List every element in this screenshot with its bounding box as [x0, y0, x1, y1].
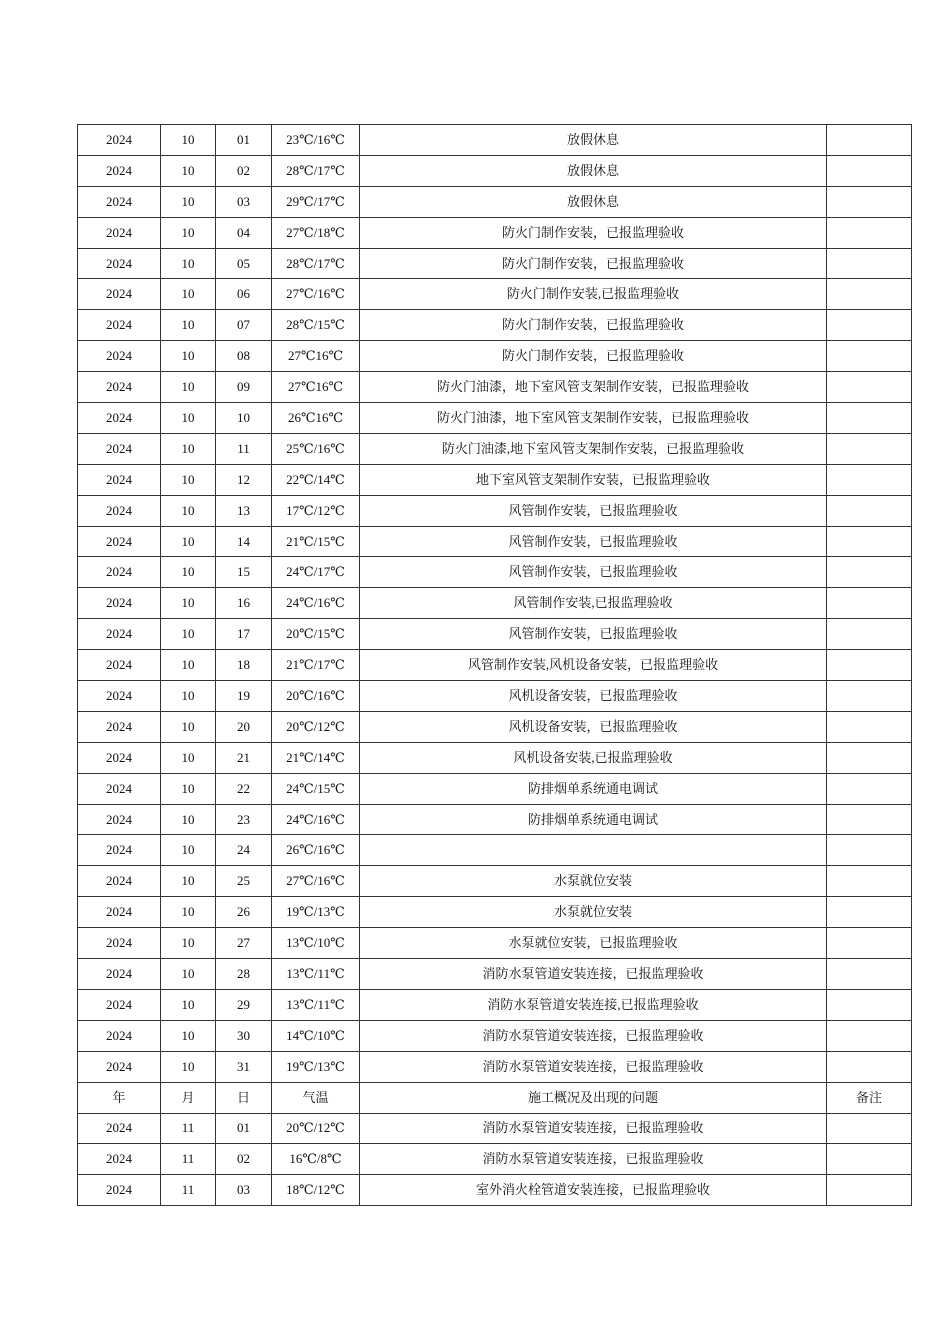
table-row — [78, 1175, 912, 1206]
cell-description: 风机设备安装，已报监理验收 — [360, 711, 827, 742]
cell-day: 27 — [216, 928, 272, 959]
cell-temperature: 27℃16℃ — [272, 372, 360, 403]
cell-year: 2024 — [78, 217, 161, 248]
cell-year: 2024 — [78, 1051, 161, 1082]
cell-month: 10 — [161, 186, 216, 217]
cell-day: 15 — [216, 557, 272, 588]
cell-month: 10 — [161, 310, 216, 341]
cell-year: 2024 — [78, 403, 161, 434]
cell-remarks — [827, 588, 912, 619]
cell-day: 02 — [216, 155, 272, 186]
cell-year: 2024 — [78, 588, 161, 619]
cell-description: 放假休息 — [360, 186, 827, 217]
header-description: 施工概况及出现的问题 — [360, 1082, 827, 1113]
cell-remarks — [827, 1020, 912, 1051]
table-row — [78, 681, 912, 712]
cell-month: 10 — [161, 464, 216, 495]
cell-year: 2024 — [78, 248, 161, 279]
table-row — [78, 155, 912, 186]
cell-month: 10 — [161, 1020, 216, 1051]
cell-temperature: 19℃/13℃ — [272, 1051, 360, 1082]
cell-month: 10 — [161, 897, 216, 928]
cell-day: 31 — [216, 1051, 272, 1082]
cell-month: 11 — [161, 1175, 216, 1206]
table-row — [78, 464, 912, 495]
cell-day: 29 — [216, 989, 272, 1020]
cell-year: 2024 — [78, 557, 161, 588]
table-row — [78, 433, 912, 464]
cell-remarks — [827, 681, 912, 712]
cell-remarks — [827, 341, 912, 372]
table-row — [78, 372, 912, 403]
cell-month: 10 — [161, 650, 216, 681]
header-day: 日 — [216, 1082, 272, 1113]
table-row — [78, 495, 912, 526]
cell-temperature: 28℃/17℃ — [272, 155, 360, 186]
cell-month: 10 — [161, 155, 216, 186]
cell-day: 12 — [216, 464, 272, 495]
cell-remarks — [827, 711, 912, 742]
cell-remarks — [827, 279, 912, 310]
cell-remarks — [827, 650, 912, 681]
cell-remarks — [827, 928, 912, 959]
cell-remarks — [827, 125, 912, 156]
cell-day: 24 — [216, 835, 272, 866]
cell-year: 2024 — [78, 1175, 161, 1206]
cell-remarks — [827, 557, 912, 588]
cell-year: 2024 — [78, 804, 161, 835]
cell-year: 2024 — [78, 155, 161, 186]
cell-remarks — [827, 186, 912, 217]
cell-remarks — [827, 464, 912, 495]
cell-description: 风机设备安装,已报监理验收 — [360, 742, 827, 773]
cell-remarks — [827, 310, 912, 341]
cell-day: 30 — [216, 1020, 272, 1051]
cell-month: 10 — [161, 866, 216, 897]
cell-day: 02 — [216, 1144, 272, 1175]
cell-description: 防排烟单系统通电调试 — [360, 773, 827, 804]
construction-log-table — [77, 124, 912, 1206]
cell-year: 2024 — [78, 989, 161, 1020]
cell-description: 风管制作安装，已报监理验收 — [360, 557, 827, 588]
cell-description: 水泵就位安装 — [360, 897, 827, 928]
cell-remarks — [827, 372, 912, 403]
cell-year: 2024 — [78, 742, 161, 773]
cell-temperature: 23℃/16℃ — [272, 125, 360, 156]
cell-month: 10 — [161, 588, 216, 619]
cell-temperature: 21℃/17℃ — [272, 650, 360, 681]
table-row — [78, 1113, 912, 1144]
cell-description: 风管制作安装，已报监理验收 — [360, 619, 827, 650]
cell-description: 放假休息 — [360, 155, 827, 186]
table-row — [78, 866, 912, 897]
cell-description: 消防水泵管道安装连接,已报监理验收 — [360, 989, 827, 1020]
table-row — [78, 526, 912, 557]
cell-day: 21 — [216, 742, 272, 773]
cell-temperature: 28℃/17℃ — [272, 248, 360, 279]
cell-year: 2024 — [78, 835, 161, 866]
table-row — [78, 186, 912, 217]
table-header-row — [78, 1082, 912, 1113]
cell-month: 10 — [161, 248, 216, 279]
cell-description: 消防水泵管道安装连接，已报监理验收 — [360, 1051, 827, 1082]
cell-month: 10 — [161, 279, 216, 310]
cell-description: 防火门制作安装，已报监理验收 — [360, 217, 827, 248]
cell-year: 2024 — [78, 928, 161, 959]
cell-temperature: 13℃/11℃ — [272, 989, 360, 1020]
cell-description: 室外消火栓管道安装连接，已报监理验收 — [360, 1175, 827, 1206]
cell-temperature: 18℃/12℃ — [272, 1175, 360, 1206]
november-rows — [78, 1113, 912, 1206]
cell-year: 2024 — [78, 1020, 161, 1051]
cell-year: 2024 — [78, 619, 161, 650]
cell-temperature: 22℃/14℃ — [272, 464, 360, 495]
cell-remarks — [827, 619, 912, 650]
cell-day: 26 — [216, 897, 272, 928]
table-row — [78, 588, 912, 619]
cell-remarks — [827, 495, 912, 526]
cell-month: 10 — [161, 341, 216, 372]
cell-temperature: 21℃/14℃ — [272, 742, 360, 773]
cell-temperature: 25℃/16℃ — [272, 433, 360, 464]
cell-year: 2024 — [78, 433, 161, 464]
cell-day: 07 — [216, 310, 272, 341]
cell-temperature: 24℃/15℃ — [272, 773, 360, 804]
cell-year: 2024 — [78, 959, 161, 990]
cell-year: 2024 — [78, 279, 161, 310]
cell-remarks — [827, 1051, 912, 1082]
cell-temperature: 20℃/16℃ — [272, 681, 360, 712]
cell-day: 17 — [216, 619, 272, 650]
cell-day: 19 — [216, 681, 272, 712]
cell-month: 10 — [161, 433, 216, 464]
cell-remarks — [827, 866, 912, 897]
cell-month: 10 — [161, 1051, 216, 1082]
table-row — [78, 217, 912, 248]
cell-year: 2024 — [78, 650, 161, 681]
cell-remarks — [827, 248, 912, 279]
cell-temperature: 21℃/15℃ — [272, 526, 360, 557]
cell-day: 03 — [216, 186, 272, 217]
cell-month: 11 — [161, 1144, 216, 1175]
cell-year: 2024 — [78, 681, 161, 712]
cell-description: 防排烟单系统通电调试 — [360, 804, 827, 835]
table-row — [78, 835, 912, 866]
cell-temperature: 26℃/16℃ — [272, 835, 360, 866]
cell-remarks — [827, 1175, 912, 1206]
cell-description: 水泵就位安装，已报监理验收 — [360, 928, 827, 959]
cell-temperature: 27℃16℃ — [272, 341, 360, 372]
cell-description: 防火门制作安装，已报监理验收 — [360, 248, 827, 279]
cell-year: 2024 — [78, 711, 161, 742]
cell-temperature: 28℃/15℃ — [272, 310, 360, 341]
cell-year: 2024 — [78, 495, 161, 526]
cell-temperature: 14℃/10℃ — [272, 1020, 360, 1051]
cell-remarks — [827, 1144, 912, 1175]
cell-year: 2024 — [78, 866, 161, 897]
table-row — [78, 773, 912, 804]
cell-description: 消防水泵管道安装连接，已报监理验收 — [360, 959, 827, 990]
header-year: 年 — [78, 1082, 161, 1113]
table-row — [78, 341, 912, 372]
cell-remarks — [827, 155, 912, 186]
cell-month: 10 — [161, 804, 216, 835]
cell-remarks — [827, 835, 912, 866]
cell-day: 22 — [216, 773, 272, 804]
cell-temperature: 13℃/11℃ — [272, 959, 360, 990]
cell-year: 2024 — [78, 341, 161, 372]
cell-description: 防火门制作安装,已报监理验收 — [360, 279, 827, 310]
cell-temperature: 13℃/10℃ — [272, 928, 360, 959]
cell-month: 10 — [161, 403, 216, 434]
cell-description: 消防水泵管道安装连接，已报监理验收 — [360, 1020, 827, 1051]
cell-temperature: 29℃/17℃ — [272, 186, 360, 217]
cell-month: 10 — [161, 526, 216, 557]
cell-month: 10 — [161, 742, 216, 773]
cell-description: 风管制作安装，已报监理验收 — [360, 495, 827, 526]
table-row — [78, 1020, 912, 1051]
cell-description: 防火门油漆，地下室风管支架制作安装，已报监理验收 — [360, 372, 827, 403]
cell-month: 10 — [161, 557, 216, 588]
table-row — [78, 248, 912, 279]
cell-description: 防火门油漆,地下室风管支架制作安装，已报监理验收 — [360, 433, 827, 464]
cell-temperature: 20℃/12℃ — [272, 711, 360, 742]
cell-day: 16 — [216, 588, 272, 619]
cell-temperature: 24℃/17℃ — [272, 557, 360, 588]
cell-year: 2024 — [78, 1113, 161, 1144]
cell-month: 11 — [161, 1113, 216, 1144]
cell-month: 10 — [161, 928, 216, 959]
cell-month: 10 — [161, 217, 216, 248]
cell-temperature: 27℃/18℃ — [272, 217, 360, 248]
cell-temperature: 27℃/16℃ — [272, 279, 360, 310]
cell-day: 01 — [216, 1113, 272, 1144]
cell-description: 防火门油漆，地下室风管支架制作安装，已报监理验收 — [360, 403, 827, 434]
cell-day: 10 — [216, 403, 272, 434]
cell-temperature: 20℃/15℃ — [272, 619, 360, 650]
cell-temperature: 17℃/12℃ — [272, 495, 360, 526]
cell-temperature: 20℃/12℃ — [272, 1113, 360, 1144]
table-row — [78, 804, 912, 835]
cell-temperature: 27℃/16℃ — [272, 866, 360, 897]
cell-description: 放假休息 — [360, 125, 827, 156]
cell-remarks — [827, 804, 912, 835]
cell-temperature: 19℃/13℃ — [272, 897, 360, 928]
cell-month: 10 — [161, 619, 216, 650]
cell-year: 2024 — [78, 186, 161, 217]
cell-remarks — [827, 897, 912, 928]
cell-day: 08 — [216, 341, 272, 372]
cell-day: 20 — [216, 711, 272, 742]
cell-month: 10 — [161, 959, 216, 990]
cell-month: 10 — [161, 989, 216, 1020]
cell-month: 10 — [161, 681, 216, 712]
cell-day: 06 — [216, 279, 272, 310]
table-header-block — [78, 1082, 912, 1113]
cell-day: 25 — [216, 866, 272, 897]
cell-description: 风管制作安装,风机设备安装，已报监理验收 — [360, 650, 827, 681]
cell-day: 13 — [216, 495, 272, 526]
cell-month: 10 — [161, 835, 216, 866]
cell-description — [360, 835, 827, 866]
october-rows — [78, 125, 912, 1083]
cell-day: 23 — [216, 804, 272, 835]
table-row — [78, 403, 912, 434]
cell-year: 2024 — [78, 464, 161, 495]
cell-year: 2024 — [78, 310, 161, 341]
cell-remarks — [827, 989, 912, 1020]
cell-year: 2024 — [78, 773, 161, 804]
cell-description: 风管制作安装，已报监理验收 — [360, 526, 827, 557]
cell-description: 风机设备安装，已报监理验收 — [360, 681, 827, 712]
cell-description: 消防水泵管道安装连接，已报监理验收 — [360, 1113, 827, 1144]
cell-day: 18 — [216, 650, 272, 681]
cell-month: 10 — [161, 125, 216, 156]
cell-remarks — [827, 433, 912, 464]
cell-remarks — [827, 217, 912, 248]
cell-temperature: 24℃/16℃ — [272, 804, 360, 835]
cell-description: 水泵就位安装 — [360, 866, 827, 897]
cell-description: 消防水泵管道安装连接，已报监理验收 — [360, 1144, 827, 1175]
header-temperature: 气温 — [272, 1082, 360, 1113]
cell-day: 14 — [216, 526, 272, 557]
table-row — [78, 928, 912, 959]
table-row — [78, 742, 912, 773]
cell-month: 10 — [161, 711, 216, 742]
cell-temperature: 16℃/8℃ — [272, 1144, 360, 1175]
cell-year: 2024 — [78, 125, 161, 156]
cell-month: 10 — [161, 495, 216, 526]
cell-day: 28 — [216, 959, 272, 990]
table-row — [78, 310, 912, 341]
cell-day: 09 — [216, 372, 272, 403]
table-row — [78, 1051, 912, 1082]
cell-year: 2024 — [78, 897, 161, 928]
table-row — [78, 557, 912, 588]
cell-month: 10 — [161, 773, 216, 804]
cell-remarks — [827, 742, 912, 773]
cell-day: 11 — [216, 433, 272, 464]
table-row — [78, 1144, 912, 1175]
cell-year: 2024 — [78, 1144, 161, 1175]
cell-day: 01 — [216, 125, 272, 156]
cell-remarks — [827, 959, 912, 990]
cell-description: 风管制作安装,已报监理验收 — [360, 588, 827, 619]
table-row — [78, 897, 912, 928]
cell-remarks — [827, 526, 912, 557]
cell-description: 地下室风管支架制作安装，已报监理验收 — [360, 464, 827, 495]
table-row — [78, 125, 912, 156]
cell-day: 03 — [216, 1175, 272, 1206]
table-row — [78, 711, 912, 742]
table-row — [78, 650, 912, 681]
header-month: 月 — [161, 1082, 216, 1113]
cell-remarks — [827, 773, 912, 804]
cell-remarks — [827, 403, 912, 434]
cell-temperature: 26℃16℃ — [272, 403, 360, 434]
cell-year: 2024 — [78, 372, 161, 403]
cell-description: 防火门制作安装，已报监理验收 — [360, 310, 827, 341]
cell-year: 2024 — [78, 526, 161, 557]
cell-temperature: 24℃/16℃ — [272, 588, 360, 619]
table-row — [78, 989, 912, 1020]
cell-month: 10 — [161, 372, 216, 403]
table-row — [78, 959, 912, 990]
table-row — [78, 619, 912, 650]
table-row — [78, 279, 912, 310]
cell-day: 04 — [216, 217, 272, 248]
cell-day: 05 — [216, 248, 272, 279]
cell-remarks — [827, 1113, 912, 1144]
cell-description: 防火门制作安装，已报监理验收 — [360, 341, 827, 372]
header-remarks: 备注 — [827, 1082, 912, 1113]
